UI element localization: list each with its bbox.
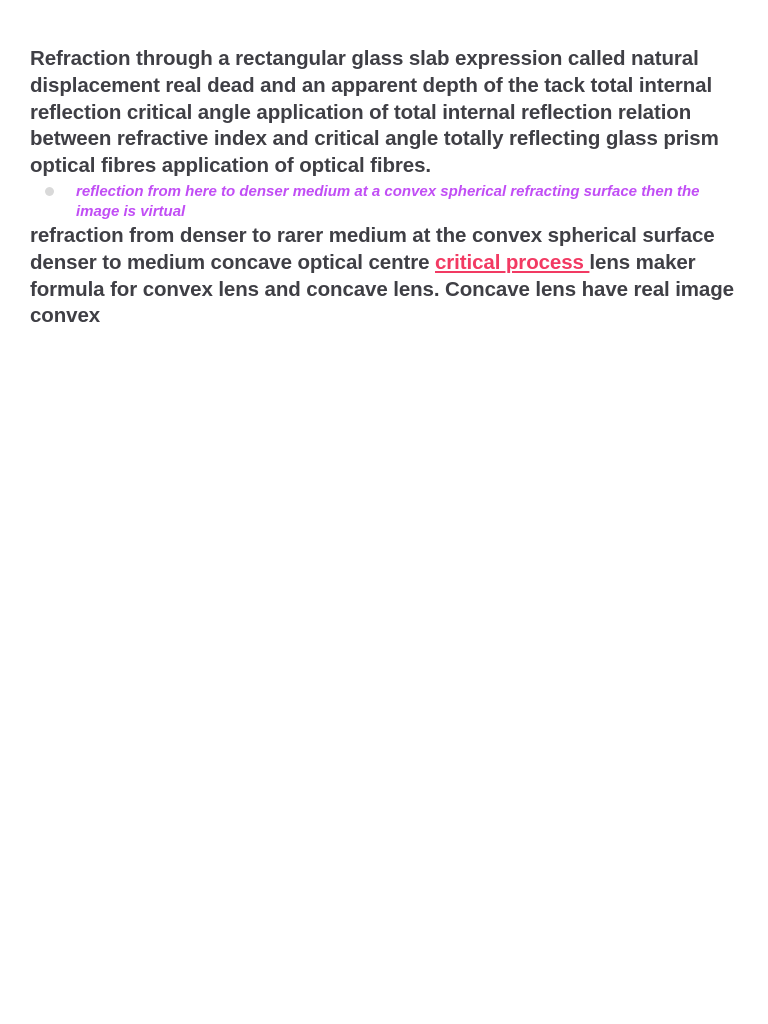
bullet-dot-icon xyxy=(45,187,54,196)
note-paragraph-1: Refraction through a rectangular glass slab expression called natural displacement real dead and an apparent depth of the tack total internal reflection critical angle application of total internal reflection relation between refractive index and critical angle totally reflecting glass prism optical fibres application of optical fibres. xyxy=(30,47,719,178)
paragraph-2-text-before: refraction from denser to rarer medium at the convex spherical surface denser to medium concave optical centre xyxy=(30,223,715,274)
paragraph-2-text-after: lens maker formula for convex lens and concave lens. Concave lens have real image convex xyxy=(30,250,734,328)
note-paragraph-2 xyxy=(30,223,742,330)
bullet-item xyxy=(30,182,742,222)
critical-process-link[interactable]: critical process xyxy=(435,250,590,274)
bullet-list xyxy=(30,182,742,222)
note-content xyxy=(30,46,742,330)
bullet-item-text: reflection from here to denser medium at a convex spherical refracting surface then the image is virtual xyxy=(76,182,700,220)
